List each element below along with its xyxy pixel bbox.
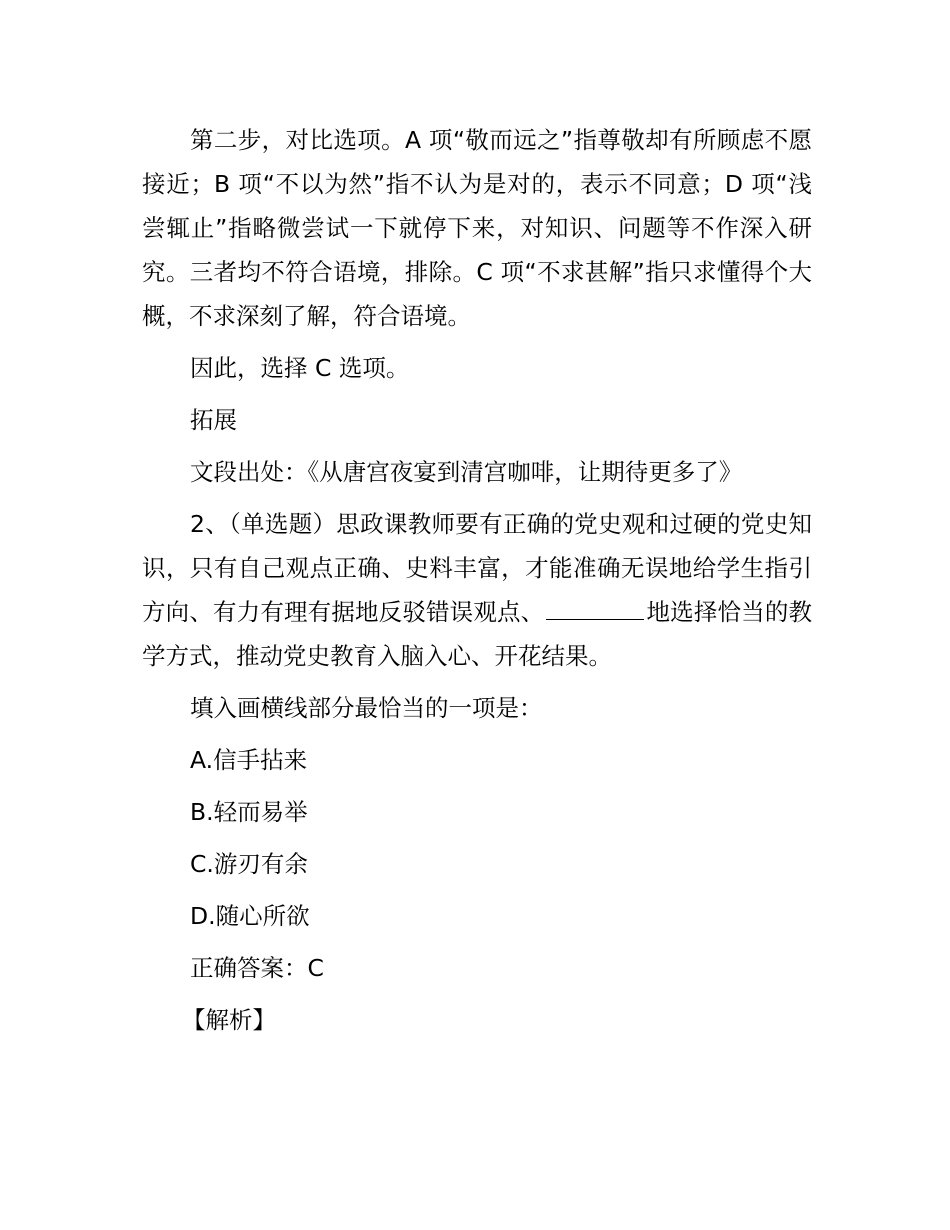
- question-2: [142, 502, 812, 678]
- option-a: A.信手拈来: [190, 746, 308, 774]
- fill-in-blank: [546, 591, 644, 620]
- analysis-heading: 【解析】: [182, 1006, 276, 1034]
- correct-answer: 正确答案：C: [190, 954, 324, 982]
- conclusion-text: 因此，选择 C 选项。: [190, 354, 410, 382]
- option-c: C.游刃有余: [190, 850, 308, 878]
- question-text-part1: 2、（单选题）思政课教师要有正确的党史观和过硬的党史知识，只有自己观点正确、史料丰富，才能准确无误地给学生指引方向、有力有理有据地反驳错误观点、: [142, 510, 812, 626]
- analysis-step-two: 第二步，对比选项。A 项“敬而远之”指尊敬却有所顾虑不愿接近；B 项“不以为然”指不认为是对的，表示不同意；D 项“浅尝辄止”指略微尝试一下就停下来，对知识、问题等不作深入研究。三者均不符合语境，排除。C 项“不求甚解”指只求懂得个大概，不求深刻了解，符合语境。: [142, 126, 812, 330]
- extension-heading: 拓展: [190, 406, 237, 434]
- document-body: [142, 118, 812, 1050]
- option-b: B.轻而易举: [190, 798, 308, 826]
- source-text: 文段出处：《从唐宫夜宴到清宫咖啡，让期待更多了》: [190, 458, 743, 486]
- option-d: D.随心所欲: [190, 902, 310, 930]
- question-prompt: 填入画横线部分最恰当的一项是：: [190, 694, 543, 722]
- question-text-part2: 地选择恰当的教学方式，推动党史教育入脑入心、开花结果。: [142, 598, 813, 670]
